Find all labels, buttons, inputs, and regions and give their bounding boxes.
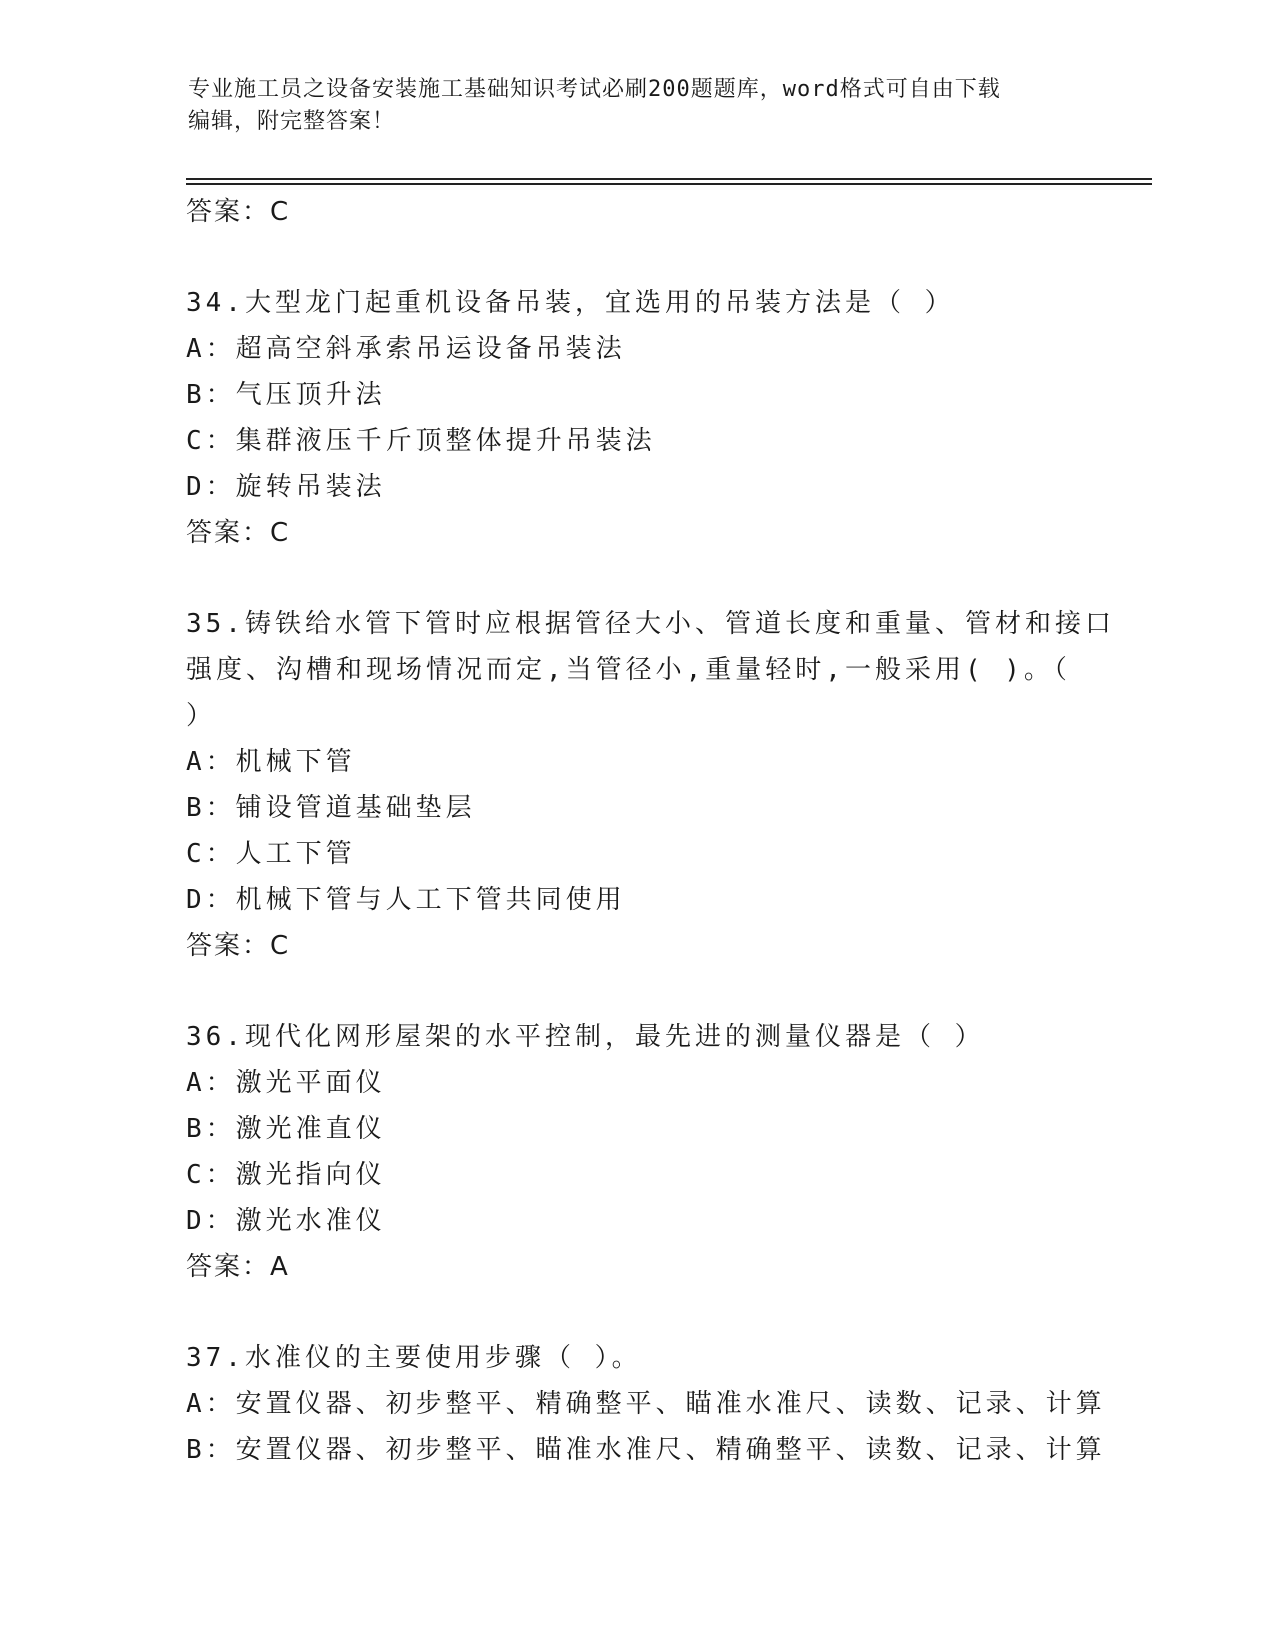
option-d: D：旋转吊装法 — [186, 472, 386, 502]
question-34 — [186, 280, 1086, 556]
option-c: C：人工下管 — [186, 839, 356, 869]
answer-line: 答案：A — [186, 1252, 290, 1282]
question-stem: 36.现代化网形屋架的水平控制，最先进的测量仪器是（ ） — [186, 1022, 985, 1052]
answer-line: 答案：C — [186, 518, 291, 548]
question-35 — [186, 601, 1115, 969]
header-rule-top — [186, 178, 1152, 180]
document-header — [188, 74, 1088, 138]
question-list — [186, 189, 1115, 1473]
header-line-2: 编辑，附完整答案！ — [188, 109, 396, 134]
option-a: A：安置仪器、初步整平、精确整平、瞄准水准尺、读数、记录、计算 — [186, 1389, 1106, 1419]
option-b: B：安置仪器、初步整平、瞄准水准尺、精确整平、读数、记录、计算 — [186, 1435, 1106, 1465]
question-stem: 34.大型龙门起重机设备吊装，宜选用的吊装方法是（ ） — [186, 288, 955, 318]
header-rule-bottom — [186, 183, 1152, 185]
question-stem-line-1: 35.铸铁给水管下管时应根据管径大小、管道长度和重量、管材和接口 — [186, 609, 1115, 639]
option-b: B：铺设管道基础垫层 — [186, 793, 476, 823]
question-36 — [186, 1014, 1086, 1290]
question-37 — [186, 1335, 1106, 1473]
option-c: C：激光指向仪 — [186, 1160, 386, 1190]
option-a: A：机械下管 — [186, 747, 356, 777]
option-d: D：激光水准仪 — [186, 1206, 386, 1236]
answer-line: 答案：C — [186, 931, 291, 961]
answer-line: 答案：C — [186, 197, 291, 227]
header-line-1: 专业施工员之设备安装施工基础知识考试必刷200题题库，word格式可自由下载 — [188, 77, 1001, 102]
option-b: B：激光准直仪 — [186, 1114, 386, 1144]
option-a: A：激光平面仪 — [186, 1068, 386, 1098]
question-stem-line-3: ） — [186, 701, 217, 731]
option-b: B：气压顶升法 — [186, 380, 386, 410]
question-stem-line-2: 强度、沟槽和现场情况而定,当管径小,重量轻时,一般采用( )。（ — [186, 655, 1071, 685]
option-a: A：超高空斜承索吊运设备吊装法 — [186, 334, 626, 364]
question-stem: 37.水准仪的主要使用步骤（ ）。 — [186, 1343, 642, 1373]
option-d: D：机械下管与人工下管共同使用 — [186, 885, 626, 915]
option-c: C：集群液压千斤顶整体提升吊装法 — [186, 426, 656, 456]
